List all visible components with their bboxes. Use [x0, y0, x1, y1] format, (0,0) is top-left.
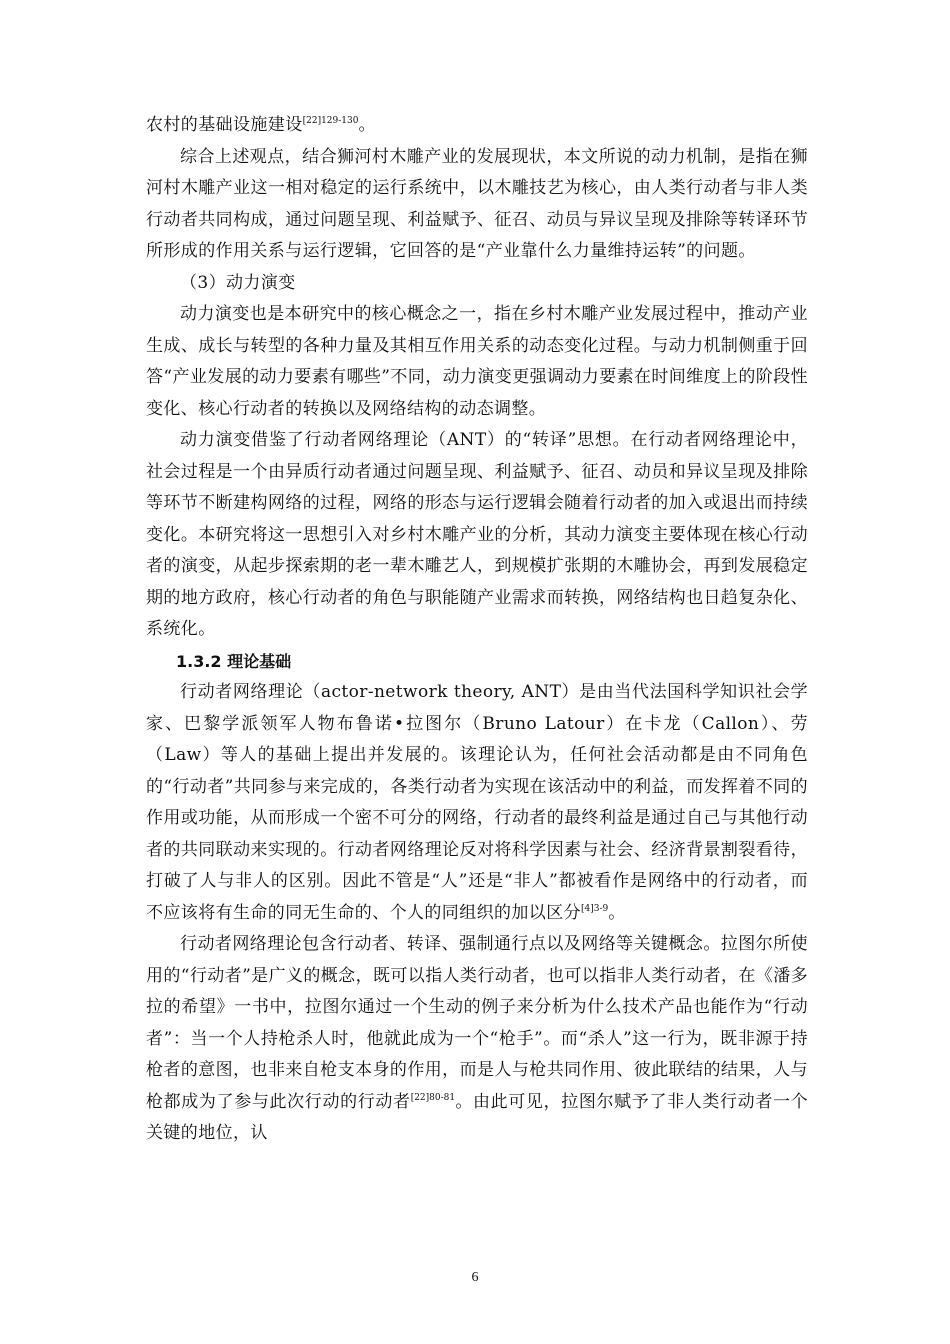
paragraph-dynamic-mechanism: 综合上述观点，结合狮河村木雕产业的发展现状，本文所说的动力机制，是指在狮河村木雕产业这一相对稳定的运行系统中，以木雕技艺为核心，由人类行动者与非人类行动者共同构成，通过问题呈现、利益赋予、征召、动员与异议呈现及排除等转译环节所形成的作用关系与运行逻辑，它回答的是“产业靠什么力量维持运转”的问题。 — [146, 146, 808, 261]
citation-superscript: [4]3-9 — [581, 903, 609, 914]
citation-superscript: [22]80-81 — [410, 1092, 456, 1103]
paragraph-text: 行动者网络理论包含行动者、转译、强制通行点以及网络等关键概念。拉图尔所使用的“行动者”是广义的概念，既可以指人类行动者，也可以指非人类行动者，在《潘多拉的希望》一书中，拉图尔通过一个生动的例子来分析为什么技术产品也能作为“行动者”：当一个人持枪杀人时，他就此成为一个“枪手”。而“杀人”这一行为，既非源于持枪者的意图，也非来自枪支本身的作用，而是人与枪共同作用、彼此联结的结果，人与枪都成为了参与此次行动的行动者 — [146, 934, 808, 1112]
paragraph-evolution-translation: 动力演变借鉴了行动者网络理论（ANT）的“转译”思想。在行动者网络理论中，社会过程是一个由异质行动者通过问题呈现、利益赋予、征召、动员和异议呈现及排除等环节不断建构网络的过程，网络的形态与运行逻辑会随着行动者的加入或退出而持续变化。本研究将这一思想引入对乡村木雕产业的分析，其动力演变主要体现在核心行动者的演变，从起步探索期的老一辈木雕艺人，到规模扩张期的木雕协会，再到发展稳定期的地方政府，核心行动者的角色与职能随产业需求而转换，网络结构也日趋复杂化、系统化。 — [146, 430, 808, 639]
page-body — [146, 110, 808, 1150]
page-number: 6 — [471, 1270, 479, 1285]
paragraph-ant-intro — [146, 677, 808, 929]
paragraph-continued — [146, 110, 808, 142]
paragraph-evolution-definition: 动力演变也是本研究中的核心概念之一，指在乡村木雕产业发展过程中，推动产业生成、成长与转型的各种力量及其相互作用关系的动态变化过程。与动力机制侧重于回答“产业发展的动力要素有哪些”不同，动力演变更强调动力要素在时间维度上的阶段性变化、核心行动者的转换以及网络结构的动态调整。 — [146, 304, 808, 419]
section-heading-theory-basis: 1.3.2 理论基础 — [176, 651, 292, 671]
paragraph-tail: 。 — [358, 115, 376, 135]
citation-superscript: [22]129-130 — [302, 116, 359, 126]
subheading-dynamic-evolution: （3）动力演变 — [180, 272, 296, 293]
paragraph-tail: 。 — [608, 902, 626, 923]
paragraph-ant-concepts — [146, 929, 808, 1150]
paragraph-text: 行动者网络理论（actor-network theory, ANT）是由当代法国科学知识社会学家、巴黎学派领军人物布鲁诺•拉图尔（Bruno Latour）在卡龙（Callon）、劳（Law）等人的基础上提出并发展的。该理论认为，任何社会活动都是由不同角色的“行动者”共同参与来完成的，各类行动者为实现在该活动中的利益，而发挥着不同的作用或功能，从而形成一个密不可分的网络，行动者的最终利益是通过自己与其他行动者的共同联动来实现的。行动者网络理论反对将科学因素与社会、经济背景割裂看待，打破了人与非人的区别。因此不管是“人”还是“非人”都被看作是网络中的行动者，而不应该将有生命的同无生命的、个人的同组织的加以区分 — [146, 682, 808, 923]
paragraph-tail: 。由此可见，拉图尔赋予了非人类行动者一个关键的地位，认 — [146, 1091, 809, 1143]
paragraph-text: 农村的基础设施建设 — [146, 115, 303, 135]
